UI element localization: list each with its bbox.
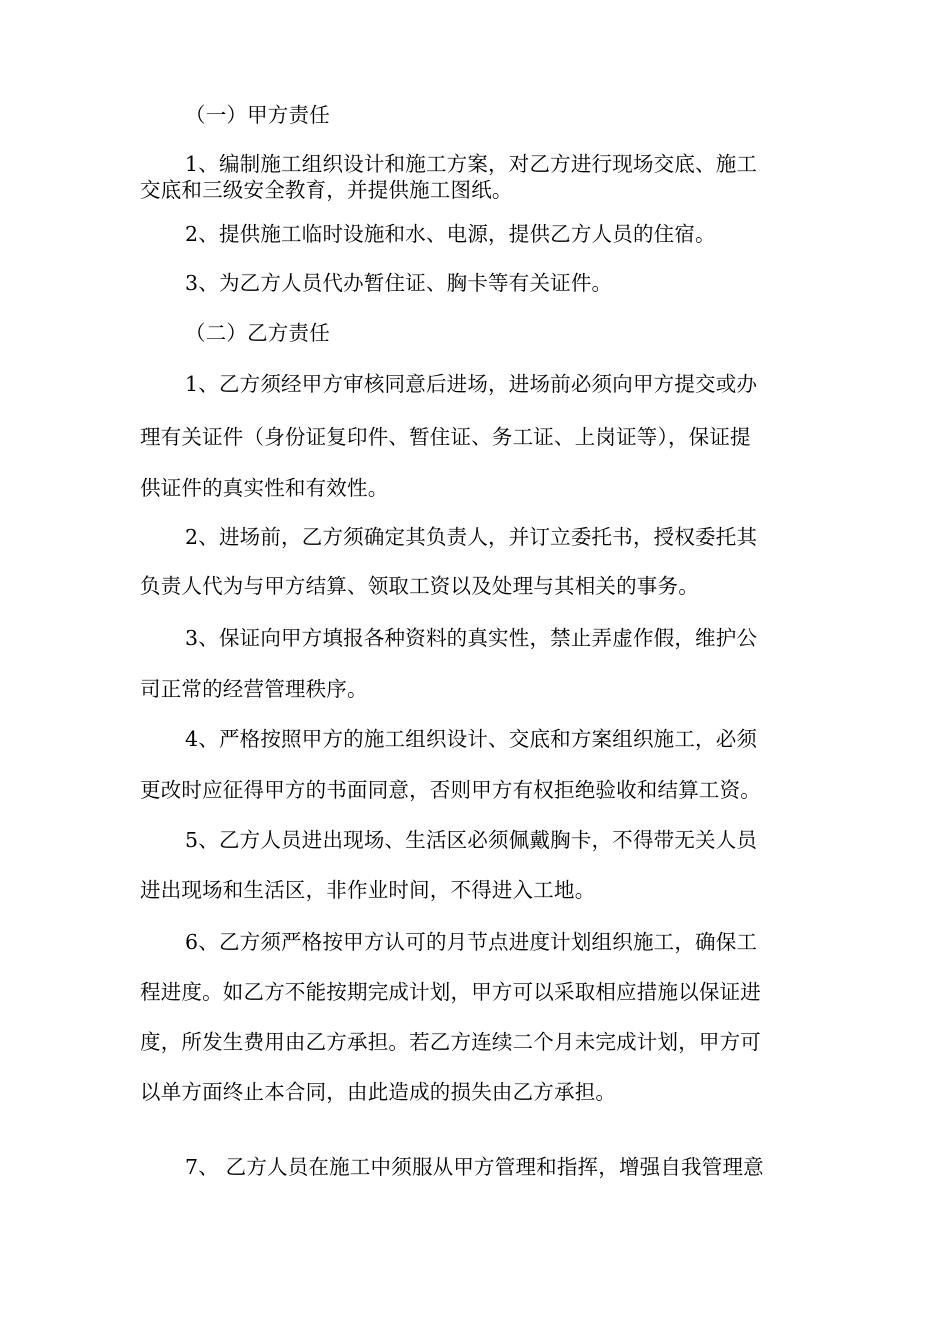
clause-line: 1、编制施工组织设计和施工方案，对乙方进行现场交底、施工 bbox=[185, 152, 758, 176]
clause-line: 以单方面终止本合同，由此造成的损失由乙方承担。 bbox=[140, 1080, 617, 1104]
clause-line: 1、乙方须经甲方审核同意后进场，进场前必须向甲方提交或办 bbox=[185, 372, 758, 396]
clause-line: 进出现场和生活区，非作业时间，不得进入工地。 bbox=[140, 878, 596, 902]
clause-line: 3、为乙方人员代办暂住证、胸卡等有关证件。 bbox=[185, 271, 613, 295]
clause-line: 司正常的经营管理秩序。 bbox=[140, 677, 368, 701]
clause-line: 交底和三级安全教育，并提供施工图纸。 bbox=[140, 178, 513, 202]
clause-line: 更改时应征得甲方的书面同意，否则甲方有权拒绝验收和结算工资。 bbox=[140, 778, 761, 802]
clause-line: 2、进场前，乙方须确定其负责人，并订立委托书，授权委托其 bbox=[185, 525, 758, 549]
clause-line: 理有关证件（身份证复印件、暂住证、务工证、上岗证等），保证提 bbox=[140, 425, 751, 449]
clause-line: 3、保证向甲方填报各种资料的真实性，禁止弄虚作假，维护公 bbox=[185, 626, 758, 650]
clause-line: 2、提供施工临时设施和水、电源，提供乙方人员的住宿。 bbox=[185, 222, 716, 246]
clause-line: 度，所发生费用由乙方承担。若乙方连续二个月未完成计划，甲方可 bbox=[140, 1030, 761, 1054]
clause-line: 4、严格按照甲方的施工组织设计、交底和方案组织施工，必须 bbox=[185, 727, 758, 751]
section-heading-party-a: （一）甲方责任 bbox=[185, 103, 330, 127]
clause-line: 5、乙方人员进出现场、生活区必须佩戴胸卡，不得带无关人员 bbox=[185, 828, 758, 852]
clause-line: 负责人代为与甲方结算、领取工资以及处理与其相关的事务。 bbox=[140, 574, 699, 598]
section-heading-party-b: （二）乙方责任 bbox=[185, 321, 330, 345]
clause-line: 程进度。如乙方不能按期完成计划，甲方可以采取相应措施以保证进 bbox=[140, 980, 761, 1004]
clause-line: 供证件的真实性和有效性。 bbox=[140, 476, 389, 500]
clause-line: 7、 乙方人员在施工中须服从甲方管理和指挥，增强自我管理意 bbox=[185, 1155, 764, 1179]
clause-line: 6、乙方须严格按甲方认可的月节点进度计划组织施工，确保工 bbox=[185, 930, 758, 954]
